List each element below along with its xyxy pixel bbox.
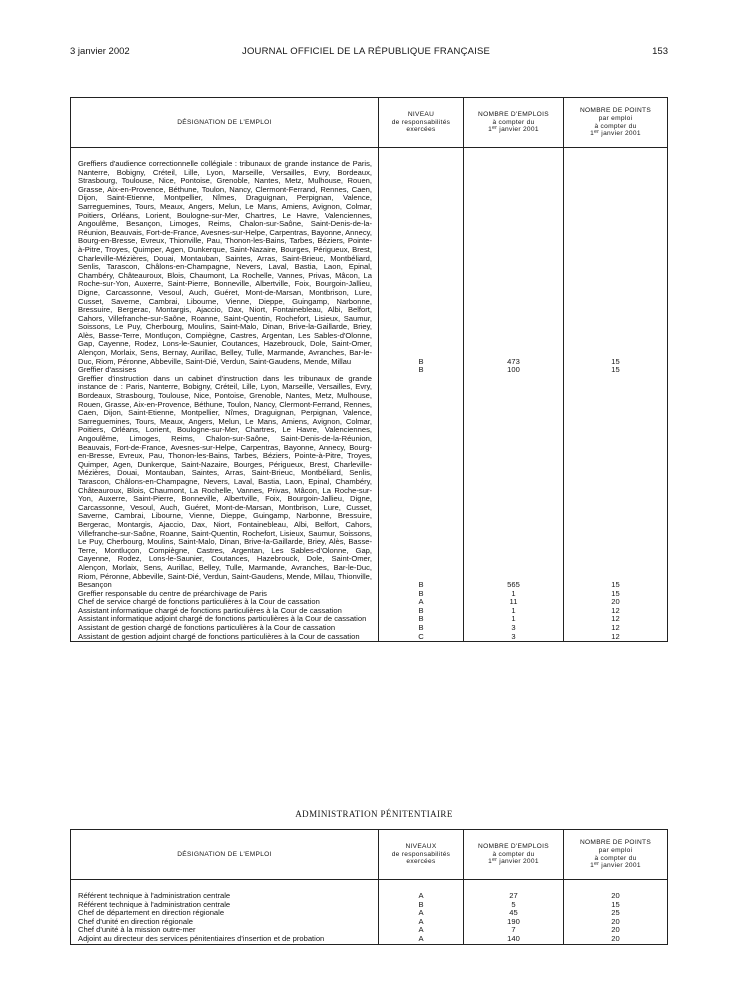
table-row	[71, 935, 668, 944]
row-emplois: 1	[464, 615, 564, 624]
row-designation: Chef de service chargé de fonctions particulières à la Cour de cassation	[71, 598, 379, 607]
row-points: 12	[564, 633, 668, 642]
row-designation: Assistant informatique chargé de fonctions particulières à la Cour de cassation	[71, 607, 379, 616]
row-niveau: B	[379, 624, 464, 633]
row-niveau: B	[379, 901, 464, 910]
header-nombre-emplois: NOMBRE D'EMPLOIS à compter du 1er janvier 2001	[464, 830, 564, 880]
row-niveau: A	[379, 918, 464, 927]
row-niveau: A	[379, 892, 464, 901]
row-points: 20	[564, 918, 668, 927]
row-niveau: A	[379, 935, 464, 944]
row-niveau: A	[379, 598, 464, 607]
row-points: 12	[564, 607, 668, 616]
row-emplois: 473	[464, 160, 564, 366]
row-designation: Chef d'unité en direction régionale	[71, 918, 379, 927]
row-points: 12	[564, 624, 668, 633]
row-niveau: B	[379, 160, 464, 366]
table-administration-penitentiaire	[70, 829, 668, 945]
page-header	[70, 46, 668, 60]
row-designation: Référent technique à l'administration centrale	[71, 901, 379, 910]
row-designation: Chef d'unité à la mission outre-mer	[71, 926, 379, 935]
row-emplois: 5	[464, 901, 564, 910]
row-emplois: 27	[464, 892, 564, 901]
row-emplois: 140	[464, 935, 564, 944]
row-designation: Greffiers d'audience correctionnelle collégiale : tribunaux de grande instance de Paris, Nanterre, Bobigny, Créteil, Lille, Lyon, Marseille, Versailles, Evry, Bordeaux, Strasbourg, Toulouse, Nice, Pontoise, Grenoble, Nantes, Metz, Mulhouse, Rouen, Grasse, Aix-en-Provence, Béthune, Toulon, Nancy, Clermont-Ferrand, Rennes, Caen, Dijon, Saint-Etienne, Montpellier, Nîmes, Draguignan, Perpignan, Valence, Sarreguemines, Tours, Meaux, Angers, Melun, Le Mans, Amiens, Avignon, Colmar, Poitiers, Orléans, Lorient, Boulogne-sur-Mer, Chartres, Le Havre, Valenciennes, Angoulême, Besançon, Limoges, Reims, Chalon-sur-Saône, Saint-Denis-de-la-Réunion, Beauvais, Fort-de-France, Avesnes-sur-Helpe, Carpentras, Bayonne, Annecy, Bourg-en-Bresse, Evreux, Thionville, Pau, Thonon-les-Bains, Tarbes, Béziers, Pointe-à-Pitre, Troyes, Quimper, Agen, Dunkerque, Saint-Nazaire, Bourges, Périgueux, Brest, Charleville-Mézières, Douai, Montauban, Saintes, Arras, Saint-Brieuc, Montbéliard, Senlis, Tarascon, Châlons-en-Champagne, Nevers, Laval, Bastia, Laon, Epinal, Chambéry, Châteauroux, Blois, Chaumont, La Rochelle, Vannes, Privas, Mâcon, La Roche-sur-Yon, Auxerre, Saint-Pierre, Bonneville, Albertville, Foix, Bourgoin-Jallieu, Digne, Carcassonne, Vesoul, Auch, Guéret, Mont-de-Marsan, Montbrison, Lure, Cusset, Saverne, Cambrai, Libourne, Vienne, Dieppe, Guingamp, Narbonne, Bressuire, Bergerac, Montargis, Ajaccio, Dax, Niort, Fontainebleau, Albi, Belfort, Cahors, Villefranche-sur-Saône, Roanne, Saint-Quentin, Rochefort, Lisieux, Saumur, Soissons, Le Puy, Cherbourg, Moulins, Saint-Malo, Dinan, Brive-la-Gaillarde, Briey, Alès, Basse-Terre, Montluçon, Compiègne, Castres, Argentan, Les Sables-d'Olonne, Gap, Cayenne, Rodez, Lons-le-Saunier, Coutances, Hazebrouck, Dole, Saint-Omer, Alençon, Morlaix, Sens, Bernay, Aurillac, Belley, Tulle, Marmande, Avranches, Bar-le-Duc, Riom, Péronne, Abbeville, Saint-Dié, Verdun, Saint-Gaudens, Mende, Millau	[71, 160, 379, 366]
row-designation: Assistant informatique adjoint chargé de fonctions particulières à la Cour de cassation	[71, 615, 379, 624]
row-emplois: 7	[464, 926, 564, 935]
row-designation: Assistant de gestion chargé de fonctions particulières à la Cour de cassation	[71, 624, 379, 633]
row-points: 15	[564, 590, 668, 599]
page-number: 153	[652, 46, 668, 57]
journal-title: JOURNAL OFFICIEL DE LA RÉPUBLIQUE FRANÇAISE	[242, 46, 491, 57]
table-row	[71, 375, 668, 590]
header-niveau: NIVEAU de responsabilités exercées	[379, 98, 464, 148]
section-title: ADMINISTRATION PÉNITENTIAIRE	[295, 809, 453, 819]
header-nombre-points: NOMBRE DE POINTS par emploi à compter du 1er janvier 2001	[564, 98, 668, 148]
row-emplois: 45	[464, 909, 564, 918]
row-designation: Greffier d'assises	[71, 366, 379, 375]
row-niveau: B	[379, 615, 464, 624]
row-designation: Référent technique à l'administration centrale	[71, 892, 379, 901]
row-niveau: A	[379, 909, 464, 918]
header-niveaux: NIVEAUX de responsabilités exercées	[379, 830, 464, 880]
row-points: 25	[564, 909, 668, 918]
page-date: 3 janvier 2002	[70, 46, 130, 57]
row-niveau: B	[379, 375, 464, 590]
row-points: 15	[564, 160, 668, 366]
header-designation: DÉSIGNATION DE L'EMPLOI	[71, 830, 379, 880]
row-niveau: B	[379, 607, 464, 616]
row-emplois: 11	[464, 598, 564, 607]
row-points: 15	[564, 366, 668, 375]
row-niveau: B	[379, 590, 464, 599]
row-points: 15	[564, 375, 668, 590]
row-points: 15	[564, 901, 668, 910]
row-niveau: C	[379, 633, 464, 642]
row-emplois: 1	[464, 590, 564, 599]
table-row	[71, 633, 668, 642]
row-designation: Greffier responsable du centre de préarchivage de Paris	[71, 590, 379, 599]
row-emplois: 3	[464, 633, 564, 642]
row-designation: Chef de département en direction régionale	[71, 909, 379, 918]
row-points: 20	[564, 935, 668, 944]
row-designation: Assistant de gestion adjoint chargé de fonctions particulières à la Cour de cassation	[71, 633, 379, 642]
row-emplois: 100	[464, 366, 564, 375]
table-justice	[70, 97, 668, 642]
row-designation: Adjoint au directeur des services pénitentiaires d'insertion et de probation	[71, 935, 379, 944]
row-emplois: 3	[464, 624, 564, 633]
row-points: 20	[564, 926, 668, 935]
row-emplois: 565	[464, 375, 564, 590]
row-niveau: A	[379, 926, 464, 935]
row-niveau: B	[379, 366, 464, 375]
header-designation: DÉSIGNATION DE L'EMPLOI	[71, 98, 379, 148]
row-points: 12	[564, 615, 668, 624]
row-emplois: 190	[464, 918, 564, 927]
header-nombre-points: NOMBRE DE POINTS par emploi à compter du 1er janvier 2001	[564, 830, 668, 880]
row-designation: Greffier d'instruction dans un cabinet d'instruction dans les tribunaux de grande instance de : Paris, Nanterre, Bobigny, Créteil, Lille, Lyon, Marseille, Versailles, Evry, Bordeaux, Strasbourg, Toulouse, Nice, Pontoise, Grenoble, Nantes, Metz, Mulhouse, Rouen, Grasse, Aix-en-Provence, Béthune, Toulon, Nancy, Clermont-Ferrand, Rennes, Caen, Dijon, Saint-Etienne, Montpellier, Nîmes, Draguignan, Perpignan, Valence, Sarreguemines, Tours, Meaux, Angers, Melun, Le Mans, Amiens, Avignon, Colmar, Poitiers, Orléans, Lorient, Boulogne-sur-Mer, Chartres, Le Havre, Valenciennes, Angoulême, Limoges, Reims, Chalon-sur-Saône, Saint-Denis-de-la-Réunion, Beauvais, Fort-de-France, Avesnes-sur-Helpe, Carpentras, Bayonne, Annecy, Bourg-en-Bresse, Evreux, Pau, Thonon-les-Bains, Tarbes, Béziers, Pointe-à-Pitre, Troyes, Quimper, Agen, Dunkerque, Saint-Nazaire, Bourges, Périgueux, Brest, Charleville-Mézières, Douai, Montauban, Saintes, Arras, Saint-Brieuc, Montbéliard, Senlis, Tarascon, Châlons-en-Champagne, Nevers, Laval, Bastia, Laon, Epinal, Chambéry, Châteauroux, Blois, Chaumont, La Rochelle, Vannes, Privas, Mâcon, La Roche-sur-Yon, Auxerre, Saint-Pierre, Bonneville, Albertville, Foix, Bourgoin-Jallieu, Digne, Carcassonne, Vesoul, Auch, Guéret, Mont-de-Marsan, Montbrison, Lure, Cusset, Saverne, Cambrai, Libourne, Vienne, Dieppe, Guingamp, Narbonne, Bressuire, Bergerac, Montargis, Ajaccio, Dax, Niort, Fontainebleau, Albi, Belfort, Cahors, Villefranche-sur-Saône, Roanne, Saint-Quentin, Rochefort, Lisieux, Saumur, Soissons, Le Puy, Cherbourg, Moulins, Saint-Malo, Dinan, Brive-la-Gaillarde, Briey, Alès, Basse-Terre, Montluçon, Compiègne, Castres, Argentan, Les Sables-d'Olonne, Gap, Cayenne, Rodez, Lons-le-Saunier, Coutances, Hazebrouck, Dole, Saint-Omer, Alençon, Morlaix, Sens, Aurillac, Belley, Tulle, Marmande, Avranches, Bar-le-Duc, Riom, Péronne, Abbeville, Saint-Dié, Verdun, Saint-Gaudens, Mende, Millau, Thionville, Besançon	[71, 375, 379, 590]
row-points: 20	[564, 598, 668, 607]
header-nombre-emplois: NOMBRE D'EMPLOIS à compter du 1er janvier 2001	[464, 98, 564, 148]
row-points: 20	[564, 892, 668, 901]
row-emplois: 1	[464, 607, 564, 616]
table-row	[71, 160, 668, 366]
